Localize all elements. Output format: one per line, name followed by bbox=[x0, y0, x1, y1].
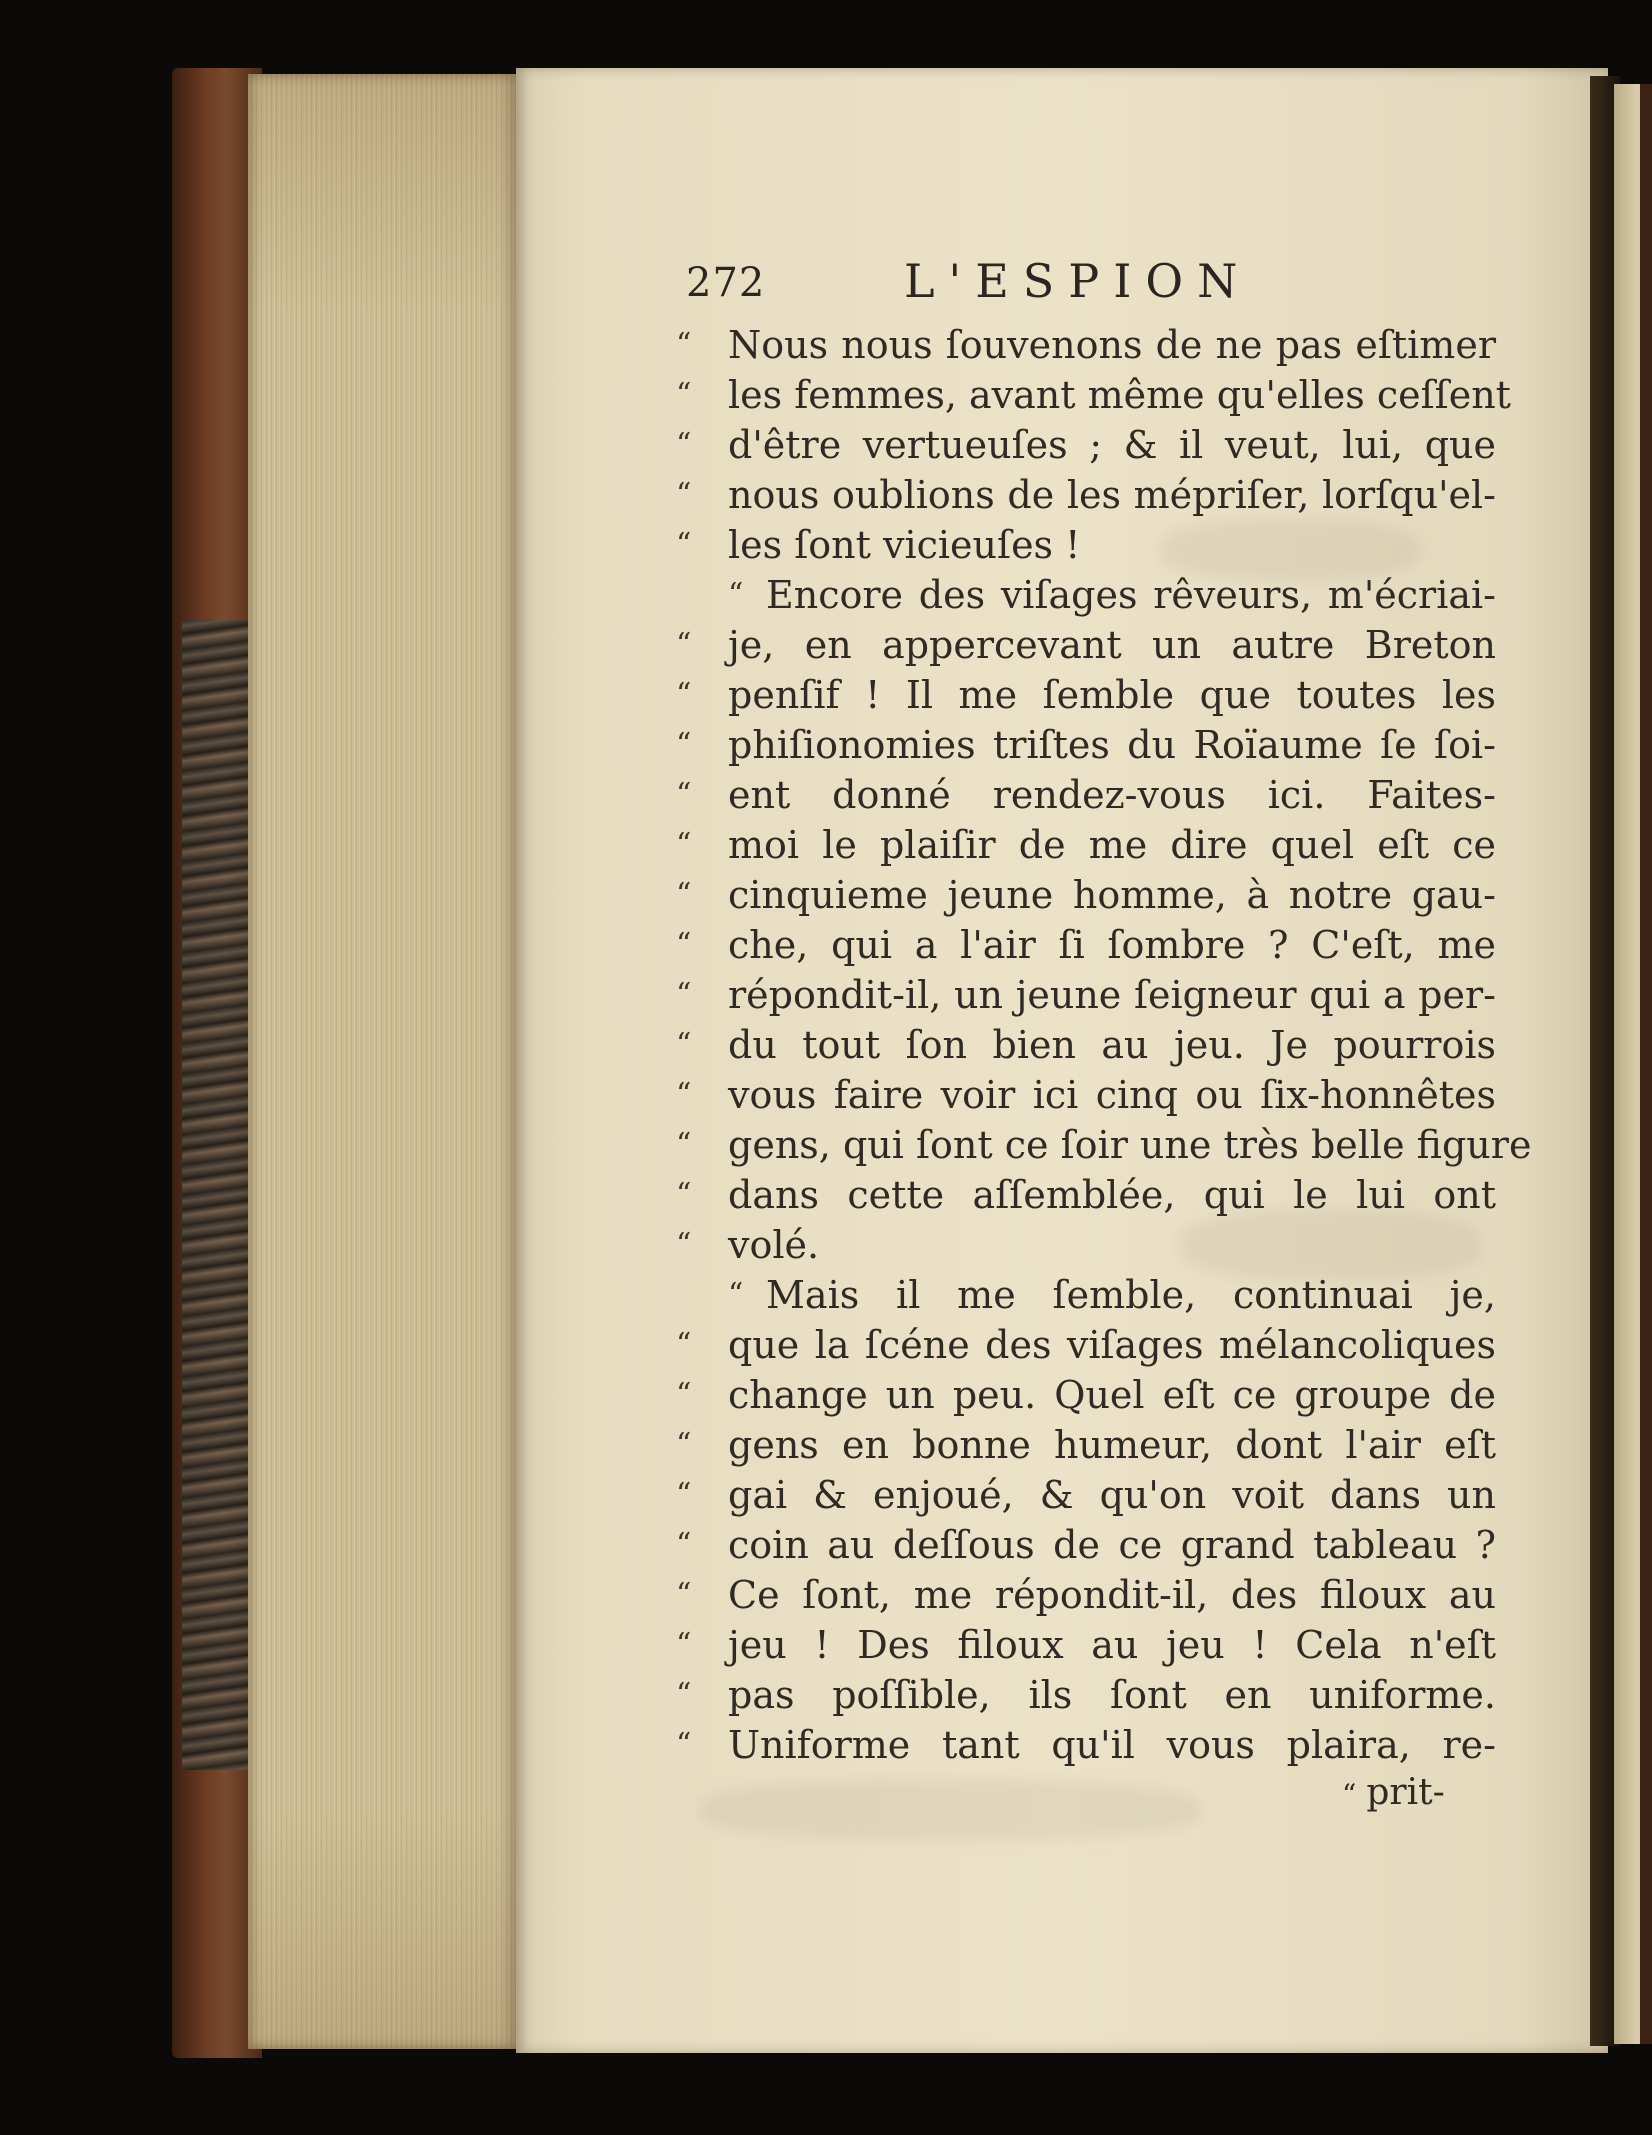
quote-mark: “ bbox=[676, 877, 692, 912]
text-line bbox=[676, 1120, 1532, 1170]
line-text: répondit-il, un jeune ſeigneur qui a per- bbox=[728, 973, 1496, 1017]
line-text: je, en appercevant un autre Breton bbox=[728, 623, 1496, 667]
quote-mark: “ bbox=[676, 477, 692, 512]
text-line bbox=[676, 720, 1496, 770]
text-line bbox=[676, 820, 1496, 870]
line-text: nous oublions de les mépriſer, lorſqu'el- bbox=[728, 473, 1496, 517]
text-block bbox=[676, 320, 1532, 1770]
line-text: phiſionomies triſtes du Roïaume ſe ſoi- bbox=[728, 723, 1496, 767]
quote-mark: “ bbox=[676, 827, 692, 862]
line-text: Nous nous ſouvenons de ne pas eſtimer bbox=[728, 323, 1496, 367]
text-line bbox=[676, 920, 1496, 970]
line-text: vous faire voir ici cinq ou ſix-honnêtes bbox=[728, 1073, 1496, 1117]
leather-cover-right bbox=[1640, 84, 1652, 2044]
quote-mark: “ bbox=[676, 1127, 692, 1162]
line-text: coin au deſſous de ce grand tableau ? bbox=[728, 1523, 1496, 1567]
text-line bbox=[676, 620, 1496, 670]
text-line bbox=[676, 1470, 1496, 1520]
line-text: gens, qui ſont ce ſoir une très belle figure bbox=[728, 1123, 1532, 1167]
quote-mark: “ bbox=[676, 977, 692, 1012]
line-text: dans cette aſſemblée, qui le lui ont bbox=[728, 1173, 1496, 1217]
line-text: change un peu. Quel eſt ce groupe de bbox=[728, 1373, 1496, 1417]
line-text: les femmes, avant même qu'elles ceſſent bbox=[728, 373, 1511, 417]
line-text: volé. bbox=[728, 1223, 820, 1267]
quote-mark: “ bbox=[676, 1027, 692, 1062]
quote-mark: “ bbox=[676, 1577, 692, 1612]
catchword bbox=[1342, 1772, 1445, 1813]
line-text: pas poſſible, ils ſont en uniforme. bbox=[728, 1673, 1496, 1717]
line-text: Encore des viſages rêveurs, m'écriai- bbox=[766, 573, 1496, 617]
line-text: jeu ! Des filoux au jeu ! Cela n'eſt bbox=[728, 1623, 1496, 1667]
line-text: ent donné rendez-vous ici. Faites- bbox=[728, 773, 1496, 817]
text-line bbox=[676, 1020, 1496, 1070]
quote-mark: “ bbox=[676, 1427, 692, 1462]
text-line bbox=[676, 1670, 1496, 1720]
quote-mark: “ bbox=[676, 427, 692, 462]
quote-mark: “ bbox=[676, 327, 692, 362]
running-title: L'ESPION bbox=[904, 254, 1252, 308]
quote-mark: “ bbox=[676, 1227, 692, 1262]
line-text: gens en bonne humeur, dont l'air eſt bbox=[728, 1423, 1496, 1467]
page-number: 272 bbox=[686, 260, 766, 306]
line-text: Uniforme tant qu'il vous plaira, re- bbox=[728, 1723, 1496, 1767]
quote-mark: “ bbox=[676, 1477, 692, 1512]
text-line bbox=[676, 370, 1511, 420]
line-text: che, qui a l'air ſi ſombre ? C'eſt, me bbox=[728, 923, 1496, 967]
text-line bbox=[676, 670, 1496, 720]
quote-mark: “ bbox=[676, 677, 692, 712]
text-line bbox=[676, 320, 1496, 370]
quote-mark: “ bbox=[676, 777, 692, 812]
text-line bbox=[676, 1520, 1496, 1570]
quote-mark: “ bbox=[676, 627, 692, 662]
text-line bbox=[676, 570, 1496, 620]
marbled-board bbox=[182, 620, 252, 1770]
text-line bbox=[676, 1720, 1496, 1770]
text-line bbox=[676, 1370, 1496, 1420]
quote-mark: “ bbox=[676, 1177, 692, 1212]
catchword-text: prit- bbox=[1366, 1772, 1445, 1813]
quote-mark: “ bbox=[676, 1677, 692, 1712]
quote-mark: “ bbox=[676, 927, 692, 962]
line-text: gai & enjoué, & qu'on voit dans un bbox=[728, 1473, 1496, 1517]
text-line bbox=[676, 870, 1496, 920]
line-text: du tout ſon bien au jeu. Je pourrois bbox=[728, 1023, 1496, 1067]
text-line bbox=[676, 420, 1496, 470]
quote-mark: “ bbox=[676, 1077, 692, 1112]
text-line bbox=[676, 1570, 1496, 1620]
quote-mark: “ bbox=[676, 527, 692, 562]
text-line bbox=[676, 1270, 1496, 1320]
text-line bbox=[676, 1620, 1496, 1670]
quote-mark: “ bbox=[676, 727, 692, 762]
line-text: Mais il me ſemble, continuai je, bbox=[766, 1273, 1496, 1317]
quote-mark: “ bbox=[676, 1627, 692, 1662]
quote-mark: “ bbox=[676, 1727, 692, 1762]
quote-mark: “ bbox=[676, 1377, 692, 1412]
quote-mark: “ bbox=[728, 1277, 744, 1312]
show-through-smudge bbox=[700, 1780, 1200, 1840]
text-line bbox=[676, 520, 1496, 570]
text-line bbox=[676, 1420, 1496, 1470]
text-line bbox=[676, 970, 1496, 1020]
line-text: d'être vertueuſes ; & il veut, lui, que bbox=[728, 423, 1496, 467]
line-text: que la ſcéne des viſages mélancoliques bbox=[728, 1323, 1496, 1367]
line-text: penſif ! Il me ſemble que toutes les bbox=[728, 673, 1496, 717]
text-line bbox=[676, 1070, 1496, 1120]
quote-mark: “ bbox=[676, 1527, 692, 1562]
quote-mark: “ bbox=[676, 377, 692, 412]
catchword-quote-mark: “ bbox=[1342, 1778, 1357, 1811]
text-line bbox=[676, 1220, 1496, 1270]
text-line bbox=[676, 1320, 1496, 1370]
running-head bbox=[686, 254, 1486, 324]
page-edges bbox=[248, 74, 518, 2049]
line-text: moi le plaiſir de me dire quel eſt ce bbox=[728, 823, 1496, 867]
text-line bbox=[676, 1170, 1496, 1220]
line-text: les ſont vicieuſes ! bbox=[728, 523, 1081, 567]
quote-mark: “ bbox=[728, 577, 744, 612]
line-text: Ce ſont, me répondit-il, des filoux au bbox=[728, 1573, 1496, 1617]
text-line bbox=[676, 770, 1496, 820]
line-text: cinquieme jeune homme, à notre gau- bbox=[728, 873, 1496, 917]
text-line bbox=[676, 470, 1496, 520]
quote-mark: “ bbox=[676, 1327, 692, 1362]
